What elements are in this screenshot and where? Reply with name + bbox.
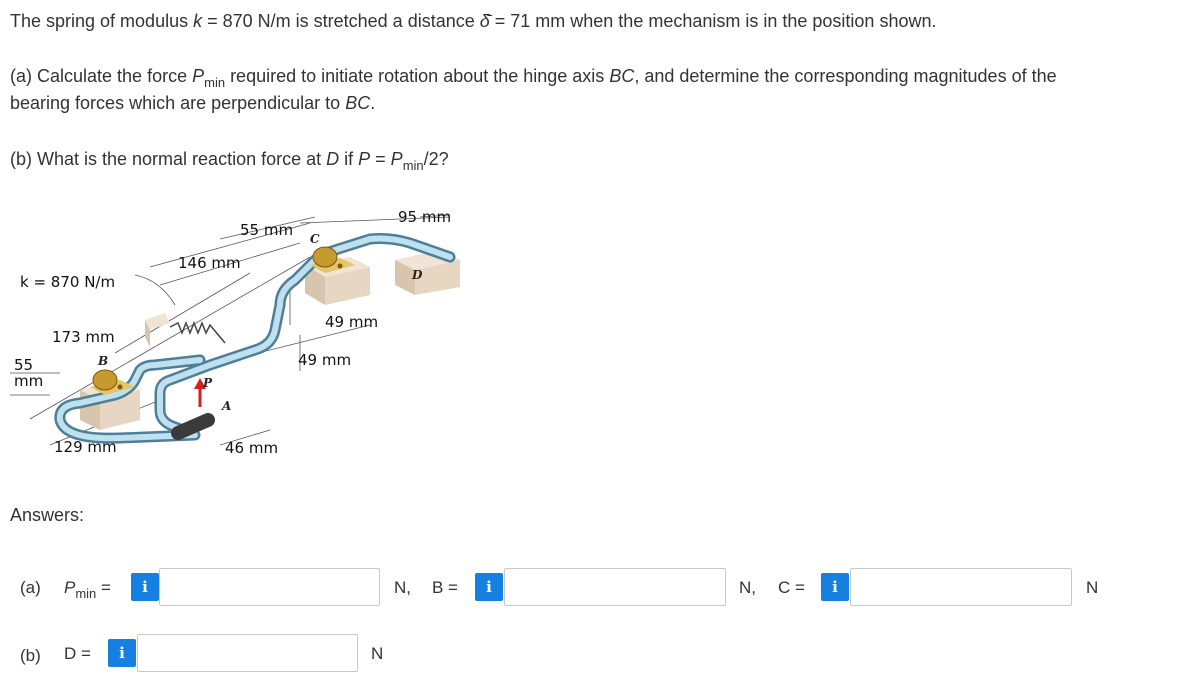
dim-55-left-1: 55 <box>14 356 34 374</box>
problem-part-b <box>10 146 449 173</box>
part-b-sub: min <box>402 158 424 173</box>
intro-text-3: = 71 mm when the mechanism is in the position shown. <box>489 11 937 31</box>
dim-55-top: 55 mm <box>240 221 294 239</box>
part-a-sub: min <box>204 75 226 90</box>
B-input[interactable] <box>504 568 726 606</box>
dim-55-left-2: mm <box>14 372 44 390</box>
pmin-info-button[interactable]: i <box>131 573 159 601</box>
part-b-text-1: (b) What is the normal reaction force at <box>10 149 327 169</box>
row-a-label: (a) <box>20 578 41 597</box>
D-unit: N <box>371 644 384 663</box>
point-C-label: C <box>310 232 320 246</box>
part-a-BC-2: BC <box>345 93 371 113</box>
C-input[interactable] <box>850 568 1072 606</box>
part-b-P2: P <box>390 149 403 169</box>
part-a-BC: BC <box>609 66 635 86</box>
dim-95: 95 mm <box>398 208 452 226</box>
part-b-eq: = <box>370 149 391 169</box>
mechanism-figure <box>10 195 465 470</box>
pmin-eq: = <box>96 578 111 597</box>
dim-129: 129 mm <box>54 438 117 456</box>
part-b-text-2: if <box>339 149 359 169</box>
part-a-text-4: bearing forces which are perpendicular to <box>10 93 346 113</box>
intro-text-1: The spring of modulus <box>10 11 194 31</box>
part-b-text-3: /2? <box>423 149 449 169</box>
D-label: D = <box>64 644 91 663</box>
point-A-label: A <box>222 399 232 413</box>
pmin-input[interactable] <box>159 568 380 606</box>
answers-heading: Answers: <box>10 505 85 525</box>
intro-delta: δ̄ <box>479 11 490 31</box>
problem-part-a <box>10 63 1057 117</box>
intro-k: k <box>193 11 203 31</box>
point-P-label: P <box>203 376 213 390</box>
spring-wall-block <box>145 313 170 347</box>
dim-46: 46 mm <box>225 439 279 457</box>
dim-173: 173 mm <box>52 328 115 346</box>
B-info-button[interactable]: i <box>475 573 503 601</box>
point-B-label: B <box>98 354 109 368</box>
row-b-label: (b) <box>20 646 41 665</box>
part-b-P: P <box>358 149 371 169</box>
dim-146: 146 mm <box>178 254 241 272</box>
problem-intro <box>10 8 936 35</box>
D-info-button[interactable]: i <box>108 639 136 667</box>
point-D-label: D <box>412 268 423 282</box>
pmin-label <box>64 578 111 601</box>
part-a-P: P <box>192 66 205 86</box>
pmin-P: P <box>64 578 76 597</box>
part-a-text-1: (a) Calculate the force <box>10 66 193 86</box>
B-label: B = <box>432 578 458 597</box>
part-b-D: D <box>326 149 340 169</box>
spring-k-label: k = 870 N/m <box>20 273 116 291</box>
C-unit: N <box>1086 578 1099 597</box>
D-input[interactable] <box>137 634 358 672</box>
part-a-text-3: , and determine the corresponding magnitudes of the <box>634 66 1057 86</box>
C-label: C = <box>778 578 805 597</box>
C-info-button[interactable]: i <box>821 573 849 601</box>
dim-49-b: 49 mm <box>298 351 352 369</box>
part-a-text-5: . <box>370 93 376 113</box>
handle-A <box>178 420 208 433</box>
pmin-unit: N, <box>394 578 411 597</box>
part-a-text-2: required to initiate rotation about the hinge axis <box>225 66 610 86</box>
pmin-sub: min <box>75 586 97 601</box>
dim-49-a: 49 mm <box>325 313 379 331</box>
B-unit: N, <box>739 578 756 597</box>
intro-text-2: = 870 N/m is stretched a distance <box>202 11 480 31</box>
